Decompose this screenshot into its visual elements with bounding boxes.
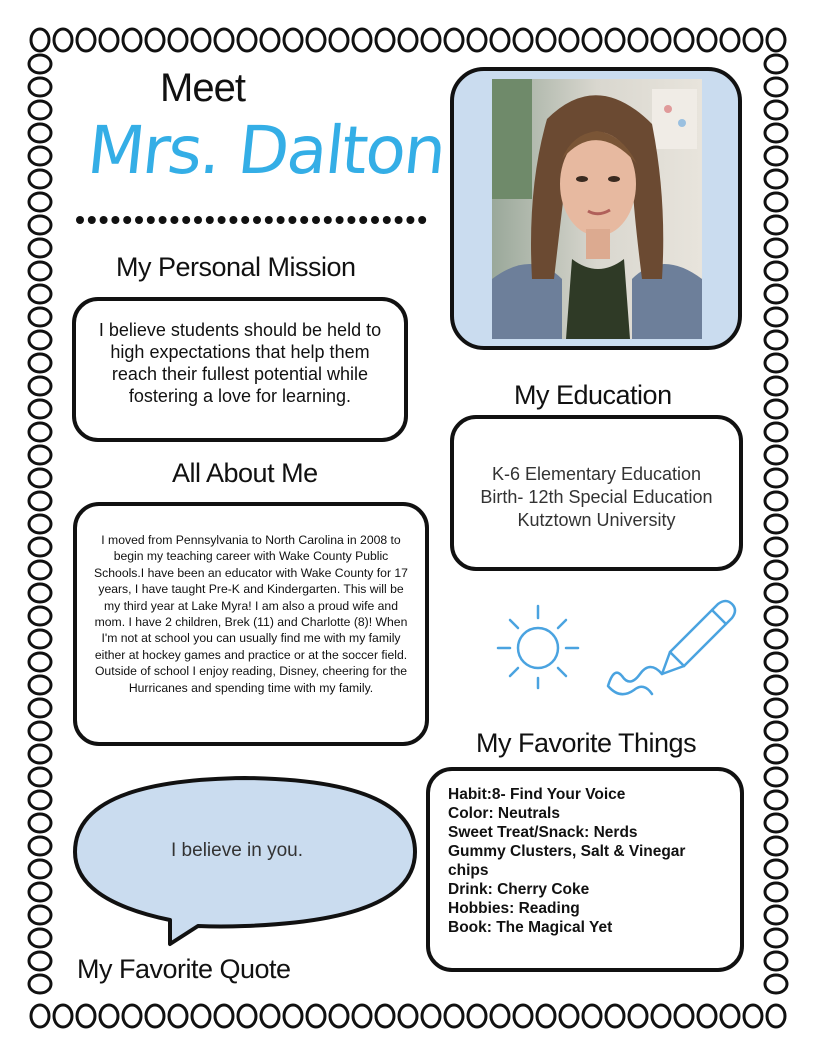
border-loop <box>123 1005 141 1027</box>
mission-box <box>72 297 408 442</box>
border-loop <box>765 377 787 395</box>
border-loop <box>353 1005 371 1027</box>
divider-dot <box>312 216 320 224</box>
border-loop <box>29 722 51 740</box>
border-loop <box>765 538 787 556</box>
border-loop <box>767 29 785 51</box>
favorite-item: Sweet Treat/Snack: Nerds <box>448 824 638 841</box>
divider-dot <box>300 216 308 224</box>
divider-dot <box>241 216 249 224</box>
border-loop <box>606 29 624 51</box>
meet-heading: Meet <box>160 66 245 110</box>
border-loop <box>765 354 787 372</box>
favorite-item: Drink: Cherry Coke <box>448 881 590 898</box>
border-loop <box>29 630 51 648</box>
quote-text: I believe in you. <box>171 840 304 861</box>
favorite-item: Hobbies: Reading <box>448 900 580 917</box>
border-loop <box>765 170 787 188</box>
favorite-item: Gummy Clusters, Salt & Vinegar <box>448 843 686 860</box>
border-loop <box>445 1005 463 1027</box>
border-loop <box>765 860 787 878</box>
border-loop <box>422 1005 440 1027</box>
photo-frame <box>450 67 742 350</box>
border-loop <box>560 29 578 51</box>
mission-heading: My Personal Mission <box>116 252 356 282</box>
border-loop <box>192 29 210 51</box>
border-loop <box>765 906 787 924</box>
border-loop <box>29 837 51 855</box>
education-line-1: K-6 Elementary Education <box>491 464 702 484</box>
border-loop <box>29 331 51 349</box>
border-loop <box>29 699 51 717</box>
border-loop <box>29 170 51 188</box>
sun-icon <box>492 600 584 692</box>
border-loop <box>629 1005 647 1027</box>
border-loop <box>652 1005 670 1027</box>
border-loop <box>29 768 51 786</box>
border-loop <box>307 29 325 51</box>
border-loop <box>123 29 141 51</box>
border-loop <box>765 561 787 579</box>
border-loop <box>29 975 51 993</box>
teacher-name-heading: Mrs. Dalton <box>83 112 449 189</box>
border-loop <box>29 883 51 901</box>
border-loop <box>765 423 787 441</box>
border-loop <box>765 285 787 303</box>
border-loop <box>29 492 51 510</box>
border-loop <box>765 722 787 740</box>
border-loop <box>54 29 72 51</box>
border-loop <box>376 1005 394 1027</box>
border-loop <box>29 78 51 96</box>
border-loop <box>765 745 787 763</box>
about-heading: All About Me <box>172 458 318 488</box>
border-loop <box>765 308 787 326</box>
border-loop <box>422 29 440 51</box>
favorite-item: Habit:8- Find Your Voice <box>448 786 626 803</box>
border-loop <box>29 216 51 234</box>
education-box <box>450 415 743 571</box>
border-loop <box>765 653 787 671</box>
education-line-2: Birth- 12th Special Education <box>480 487 713 507</box>
divider-dot <box>265 216 273 224</box>
border-loop <box>29 55 51 73</box>
border-loop <box>744 29 762 51</box>
border-loop <box>77 29 95 51</box>
border-loop <box>721 29 739 51</box>
border-loop <box>29 262 51 280</box>
border-loop <box>29 400 51 418</box>
border-loop <box>675 1005 693 1027</box>
border-loop <box>29 607 51 625</box>
border-loop <box>399 29 417 51</box>
border-loop <box>537 29 555 51</box>
border-loop <box>765 584 787 602</box>
border-loop <box>765 952 787 970</box>
border-loop <box>261 1005 279 1027</box>
border-loop <box>765 216 787 234</box>
border-loop <box>29 377 51 395</box>
divider-dot <box>324 216 332 224</box>
divider-dot <box>277 216 285 224</box>
border-loop <box>765 883 787 901</box>
border-loop <box>514 1005 532 1027</box>
divider-dot <box>159 216 167 224</box>
border-loop <box>192 1005 210 1027</box>
border-loop <box>765 101 787 119</box>
border-loop <box>765 929 787 947</box>
border-loop <box>399 1005 417 1027</box>
border-loop <box>765 837 787 855</box>
education-line-3: Kutztown University <box>517 510 676 530</box>
border-loop <box>29 308 51 326</box>
border-loop <box>765 469 787 487</box>
divider-dot <box>206 216 214 224</box>
border-loop <box>29 193 51 211</box>
border-loop <box>29 354 51 372</box>
border-loop <box>29 952 51 970</box>
divider-dot <box>123 216 131 224</box>
border-loop <box>765 768 787 786</box>
about-box <box>73 502 429 746</box>
border-loop <box>765 124 787 142</box>
border-loop <box>353 29 371 51</box>
about-text: I moved from Pennsylvania to North Carolina in 2008 to begin my teaching career with Wake County Public Schools.I have been an educator with Wake County for 17 years, I have taught Pre-K and Kindergarten. This will be my third year at Lake Myra! I am also a proud wife and mom. I have 2 children, Brek (11) and Charlotte (8)! When I'm not at school you can usually find me with my family either at hockey games and practice or at the soccer field. Outside of school I enjoy reading, Disney, cheering for the Hurricanes and spending time with my family. <box>94 533 408 695</box>
border-loop <box>29 538 51 556</box>
border-loop <box>54 1005 72 1027</box>
divider-dot <box>406 216 414 224</box>
border-loop <box>100 1005 118 1027</box>
border-loop <box>765 676 787 694</box>
border-loop <box>560 1005 578 1027</box>
pencil-icon <box>600 590 740 710</box>
divider-dot <box>76 216 84 224</box>
mission-text: I believe students should be held to high expectations that help them reach their fullest potential while fostering a love for learning. <box>98 320 382 406</box>
border-loop <box>744 1005 762 1027</box>
quote-heading: My Favorite Quote <box>77 954 291 984</box>
border-loop <box>77 1005 95 1027</box>
border-loop <box>765 607 787 625</box>
border-loop <box>146 1005 164 1027</box>
border-loop <box>765 975 787 993</box>
divider-dot <box>229 216 237 224</box>
border-loop <box>583 1005 601 1027</box>
divider-dot <box>336 216 344 224</box>
border-loop <box>765 239 787 257</box>
border-loop <box>765 814 787 832</box>
border-loop <box>765 193 787 211</box>
border-loop <box>169 1005 187 1027</box>
divider-dot <box>395 216 403 224</box>
border-loop <box>765 331 787 349</box>
border-loop <box>238 1005 256 1027</box>
border-loop <box>491 1005 509 1027</box>
border-loop <box>765 400 787 418</box>
border-loop <box>675 29 693 51</box>
dotted-divider <box>74 212 430 228</box>
border-loop <box>765 55 787 73</box>
border-loop <box>284 29 302 51</box>
education-heading: My Education <box>514 380 672 410</box>
border-loop <box>29 676 51 694</box>
divider-dot <box>371 216 379 224</box>
border-loop <box>767 1005 785 1027</box>
divider-dot <box>253 216 261 224</box>
border-loop <box>29 469 51 487</box>
border-loop <box>29 791 51 809</box>
border-loop <box>29 515 51 533</box>
border-loop <box>765 262 787 280</box>
border-loop <box>765 515 787 533</box>
border-loop <box>29 584 51 602</box>
favorites-box <box>426 767 744 972</box>
border-loop <box>261 29 279 51</box>
divider-dot <box>194 216 202 224</box>
divider-dot <box>88 216 96 224</box>
divider-dot <box>418 216 426 224</box>
border-loop <box>215 29 233 51</box>
border-loop <box>29 423 51 441</box>
border-loop <box>215 1005 233 1027</box>
divider-dot <box>147 216 155 224</box>
border-loop <box>698 1005 716 1027</box>
favorite-item: Book: The Magical Yet <box>448 919 613 936</box>
border-loop <box>765 791 787 809</box>
border-loop <box>765 78 787 96</box>
border-loop <box>100 29 118 51</box>
border-loop <box>765 492 787 510</box>
favorite-item: chips <box>448 862 489 879</box>
border-loop <box>583 29 601 51</box>
border-loop <box>31 29 49 51</box>
border-loop <box>29 124 51 142</box>
border-loop <box>376 29 394 51</box>
border-loop <box>765 147 787 165</box>
border-loop <box>468 1005 486 1027</box>
border-loop <box>31 1005 49 1027</box>
border-loop <box>606 1005 624 1027</box>
border-loop <box>514 29 532 51</box>
border-loop <box>765 699 787 717</box>
teacher-photo <box>492 79 702 339</box>
border-loop <box>169 29 187 51</box>
border-loop <box>29 653 51 671</box>
divider-dot <box>218 216 226 224</box>
border-loop <box>29 285 51 303</box>
border-loop <box>468 29 486 51</box>
border-loop <box>629 29 647 51</box>
border-loop <box>307 1005 325 1027</box>
divider-dot <box>111 216 119 224</box>
border-loop <box>537 1005 555 1027</box>
border-loop <box>330 1005 348 1027</box>
border-loop <box>652 29 670 51</box>
divider-dot <box>100 216 108 224</box>
border-loop <box>29 239 51 257</box>
border-loop <box>29 814 51 832</box>
divider-dot <box>383 216 391 224</box>
border-loop <box>238 29 256 51</box>
divider-dot <box>182 216 190 224</box>
divider-dot <box>135 216 143 224</box>
border-loop <box>29 101 51 119</box>
border-loop <box>721 1005 739 1027</box>
border-loop <box>29 745 51 763</box>
border-loop <box>491 29 509 51</box>
border-loop <box>445 29 463 51</box>
border-loop <box>698 29 716 51</box>
divider-dot <box>359 216 367 224</box>
favorite-item: Color: Neutrals <box>448 805 560 822</box>
border-loop <box>29 446 51 464</box>
border-loop <box>29 906 51 924</box>
border-loop <box>29 929 51 947</box>
border-loop <box>29 561 51 579</box>
border-loop <box>330 29 348 51</box>
border-loop <box>29 860 51 878</box>
divider-dot <box>170 216 178 224</box>
favorites-heading: My Favorite Things <box>476 728 697 758</box>
border-loop <box>765 446 787 464</box>
border-loop <box>765 630 787 648</box>
divider-dot <box>347 216 355 224</box>
divider-dot <box>288 216 296 224</box>
border-loop <box>284 1005 302 1027</box>
border-loop <box>146 29 164 51</box>
border-loop <box>29 147 51 165</box>
